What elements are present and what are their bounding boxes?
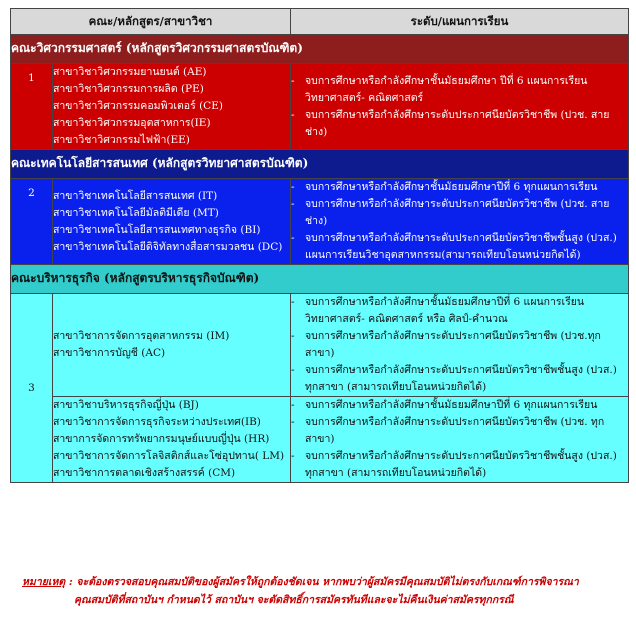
bullet-dash: -	[291, 74, 295, 87]
admission-table	[10, 8, 629, 483]
header-level: ระดับ/แผนการเรียน	[291, 9, 629, 35]
requirement-item	[291, 448, 628, 482]
row-number: 1	[11, 64, 53, 150]
bullet-dash: -	[291, 181, 295, 193]
major-item: สาขาวิชาวิศวกรรมไฟฟ้า(EE)	[53, 134, 190, 146]
program-row	[11, 294, 629, 397]
bullet-dash: -	[291, 416, 295, 428]
bullet-dash: -	[291, 108, 295, 121]
major-item: สาขาวิชาการจัดการอุตสาหกรรม (IM)	[53, 330, 230, 342]
faculty-title: คณะวิศวกรรมศาสตร์ (หลักสูตรวิศวกรรมศาสตรบัณฑิต)	[11, 35, 629, 64]
row-number: 2	[11, 179, 53, 265]
major-item: สาขาวิชาเทคโนโลยีสารสนเทศ (IT)	[53, 189, 218, 202]
requirement-text: จบการศึกษาหรือกำลังศึกษาระดับประกาศนียบัตรวิชาชีพ (ปวช. สายช่าง)	[305, 198, 610, 227]
requirement-text: จบการศึกษาหรือกำลังศึกษาระดับประกาศนียบัตรวิชาชีพ (ปวช.ทุกสาขา)	[305, 330, 601, 359]
major-item: สาขาวิชาวิศวกรรมการผลิต (PE)	[53, 83, 204, 95]
major-item: สาขาวิชาวิศวกรรมยานยนต์ (AE)	[53, 66, 207, 78]
major-item: สาขาวิชาวิศวกรรมคอมพิวเตอร์ (CE)	[53, 100, 223, 112]
major-list	[53, 294, 291, 397]
requirement-text: จบการศึกษาหรือกำลังศึกษาชั้นมัธยมศึกษาปีที่ 6 ทุกแผนการเรียน	[305, 399, 598, 411]
requirement-text: จบการศึกษาหรือกำลังศึกษาระดับประกาศนียบัตรวิชาชีพชั้นสูง (ปวส.) แผนการเรียนวิชาอุตสาหกรรม(สามารถเทียบโอนหน่วยกิตได้)	[305, 232, 617, 261]
requirement-item	[291, 362, 628, 396]
program-row	[11, 397, 629, 483]
faculty-row-business	[11, 265, 629, 294]
requirement-item	[291, 179, 628, 196]
requirement-item	[291, 397, 628, 414]
program-row	[11, 179, 629, 265]
major-list	[53, 64, 291, 150]
bullet-dash: -	[291, 364, 295, 376]
requirement-item	[291, 196, 628, 230]
remark-note	[22, 574, 622, 610]
table-header-row	[11, 9, 629, 35]
requirement-text: จบการศึกษาหรือกำลังศึกษาชั้นมัธยมศึกษาปีที่ 6 ทุกแผนการเรียน	[305, 181, 598, 193]
faculty-row-engineering	[11, 35, 629, 64]
header-program: คณะ/หลักสูตร/สาขาวิชา	[11, 9, 291, 35]
major-list	[53, 179, 291, 265]
major-item: สาขาวิชาบริหารธุรกิจญี่ปุ่น (BJ)	[53, 399, 199, 411]
major-item: สาขาวิชาเทคโนโลยีมัลติมีเดีย (MT)	[53, 206, 219, 219]
major-item: สาขาการจัดการทรัพยากรมนุษย์แบบญี่ปุ่น (HR)	[53, 433, 270, 445]
requirement-item	[291, 73, 628, 107]
requirement-item	[291, 294, 628, 328]
major-item: สาขาวิชาการจัดการโลจิสติกส์และโซ่อุปทาน( LM)	[53, 450, 285, 462]
faculty-title: คณะเทคโนโลยีสารสนเทศ (หลักสูตรวิทยาศาสตรบัณฑิต)	[11, 150, 629, 179]
bullet-dash: -	[291, 296, 295, 308]
requirement-item	[291, 107, 628, 141]
major-item: สาขาวิชาการบัญชี (AC)	[53, 347, 166, 359]
bullet-dash: -	[291, 232, 295, 244]
requirement-item	[291, 328, 628, 362]
requirement-item	[291, 414, 628, 448]
bullet-dash: -	[291, 330, 295, 342]
major-item: สาขาวิชาเทคโนโลยีดิจิทัลทางสื่อสารมวลชน (DC)	[53, 240, 283, 253]
remark-line-1: : จะต้องตรวจสอบคุณสมบัติของผู้สมัครให้ถูกต้องชัดเจน หากพบว่าผู้สมัครมีคุณสมบัติไม่ตรงกับเกณฑ์การพิจารณา	[65, 576, 579, 588]
remark-line-2: คุณสมบัติที่สถาบันฯ กำหนดไว้ สถาบันฯ จะตัดสิทธิ์การสมัครทันทีและจะไม่คืนเงินค่าสมัครทุกกรณี	[74, 593, 514, 606]
major-item: สาขาวิชาวิศวกรรมอุตสาหการ(IE)	[53, 117, 211, 129]
requirement-text: จบการศึกษาหรือกำลังศึกษาระดับประกาศนียบัตรวิชาชีพชั้นสูง (ปวส.) ทุกสาขา (สามารถเทียบโอนหน่วยกิตได้)	[305, 450, 617, 479]
requirement-list	[291, 294, 629, 397]
requirement-list	[291, 64, 629, 150]
requirement-text: จบการศึกษาหรือกำลังศึกษาชั้นมัธยมศึกษา ปีที่ 6 แผนการเรียนวิทยาศาสตร์- คณิตศาสตร์	[305, 74, 588, 104]
bullet-dash: -	[291, 450, 295, 462]
requirement-text: จบการศึกษาหรือกำลังศึกษาระดับประกาศนียบัตรวิชาชีพ (ปวช. ทุกสาขา)	[305, 416, 605, 445]
requirement-text: จบการศึกษาหรือกำลังศึกษาระดับประกาศนียบัตรวิชาชีพ (ปวช. สายช่าง)	[305, 108, 610, 138]
bullet-dash: -	[291, 198, 295, 210]
requirement-text: จบการศึกษาหรือกำลังศึกษาชั้นมัธยมศึกษาปีที่ 6 แผนการเรียนวิทยาศาสตร์- คณิตศาสตร์ หรือ ศิลป์-คำนวณ	[305, 296, 585, 325]
requirement-list	[291, 179, 629, 265]
bullet-dash: -	[291, 399, 295, 411]
major-item: สาขาวิชาเทคโนโลยีสารสนเทศทางธุรกิจ (BI)	[53, 223, 261, 236]
major-item: สาขาวิชาการจัดการธุรกิจระหว่างประเทศ(IB)	[53, 416, 261, 428]
row-number: 3	[11, 294, 53, 483]
requirement-text: จบการศึกษาหรือกำลังศึกษาระดับประกาศนียบัตรวิชาชีพชั้นสูง (ปวส.) ทุกสาขา (สามารถเทียบโอนหน่วยกิตได้)	[305, 364, 617, 393]
program-row	[11, 64, 629, 150]
faculty-title: คณะบริหารธุรกิจ (หลักสูตรบริหารธุรกิจบัณฑิต)	[11, 265, 629, 294]
faculty-row-it	[11, 150, 629, 179]
major-item: สาขาวิชาการตลาดเชิงสร้างสรรค์ (CM)	[53, 467, 236, 479]
requirement-item	[291, 230, 628, 264]
major-list	[53, 397, 291, 483]
remark-label: หมายเหตุ	[22, 576, 66, 588]
requirement-list	[291, 397, 629, 483]
